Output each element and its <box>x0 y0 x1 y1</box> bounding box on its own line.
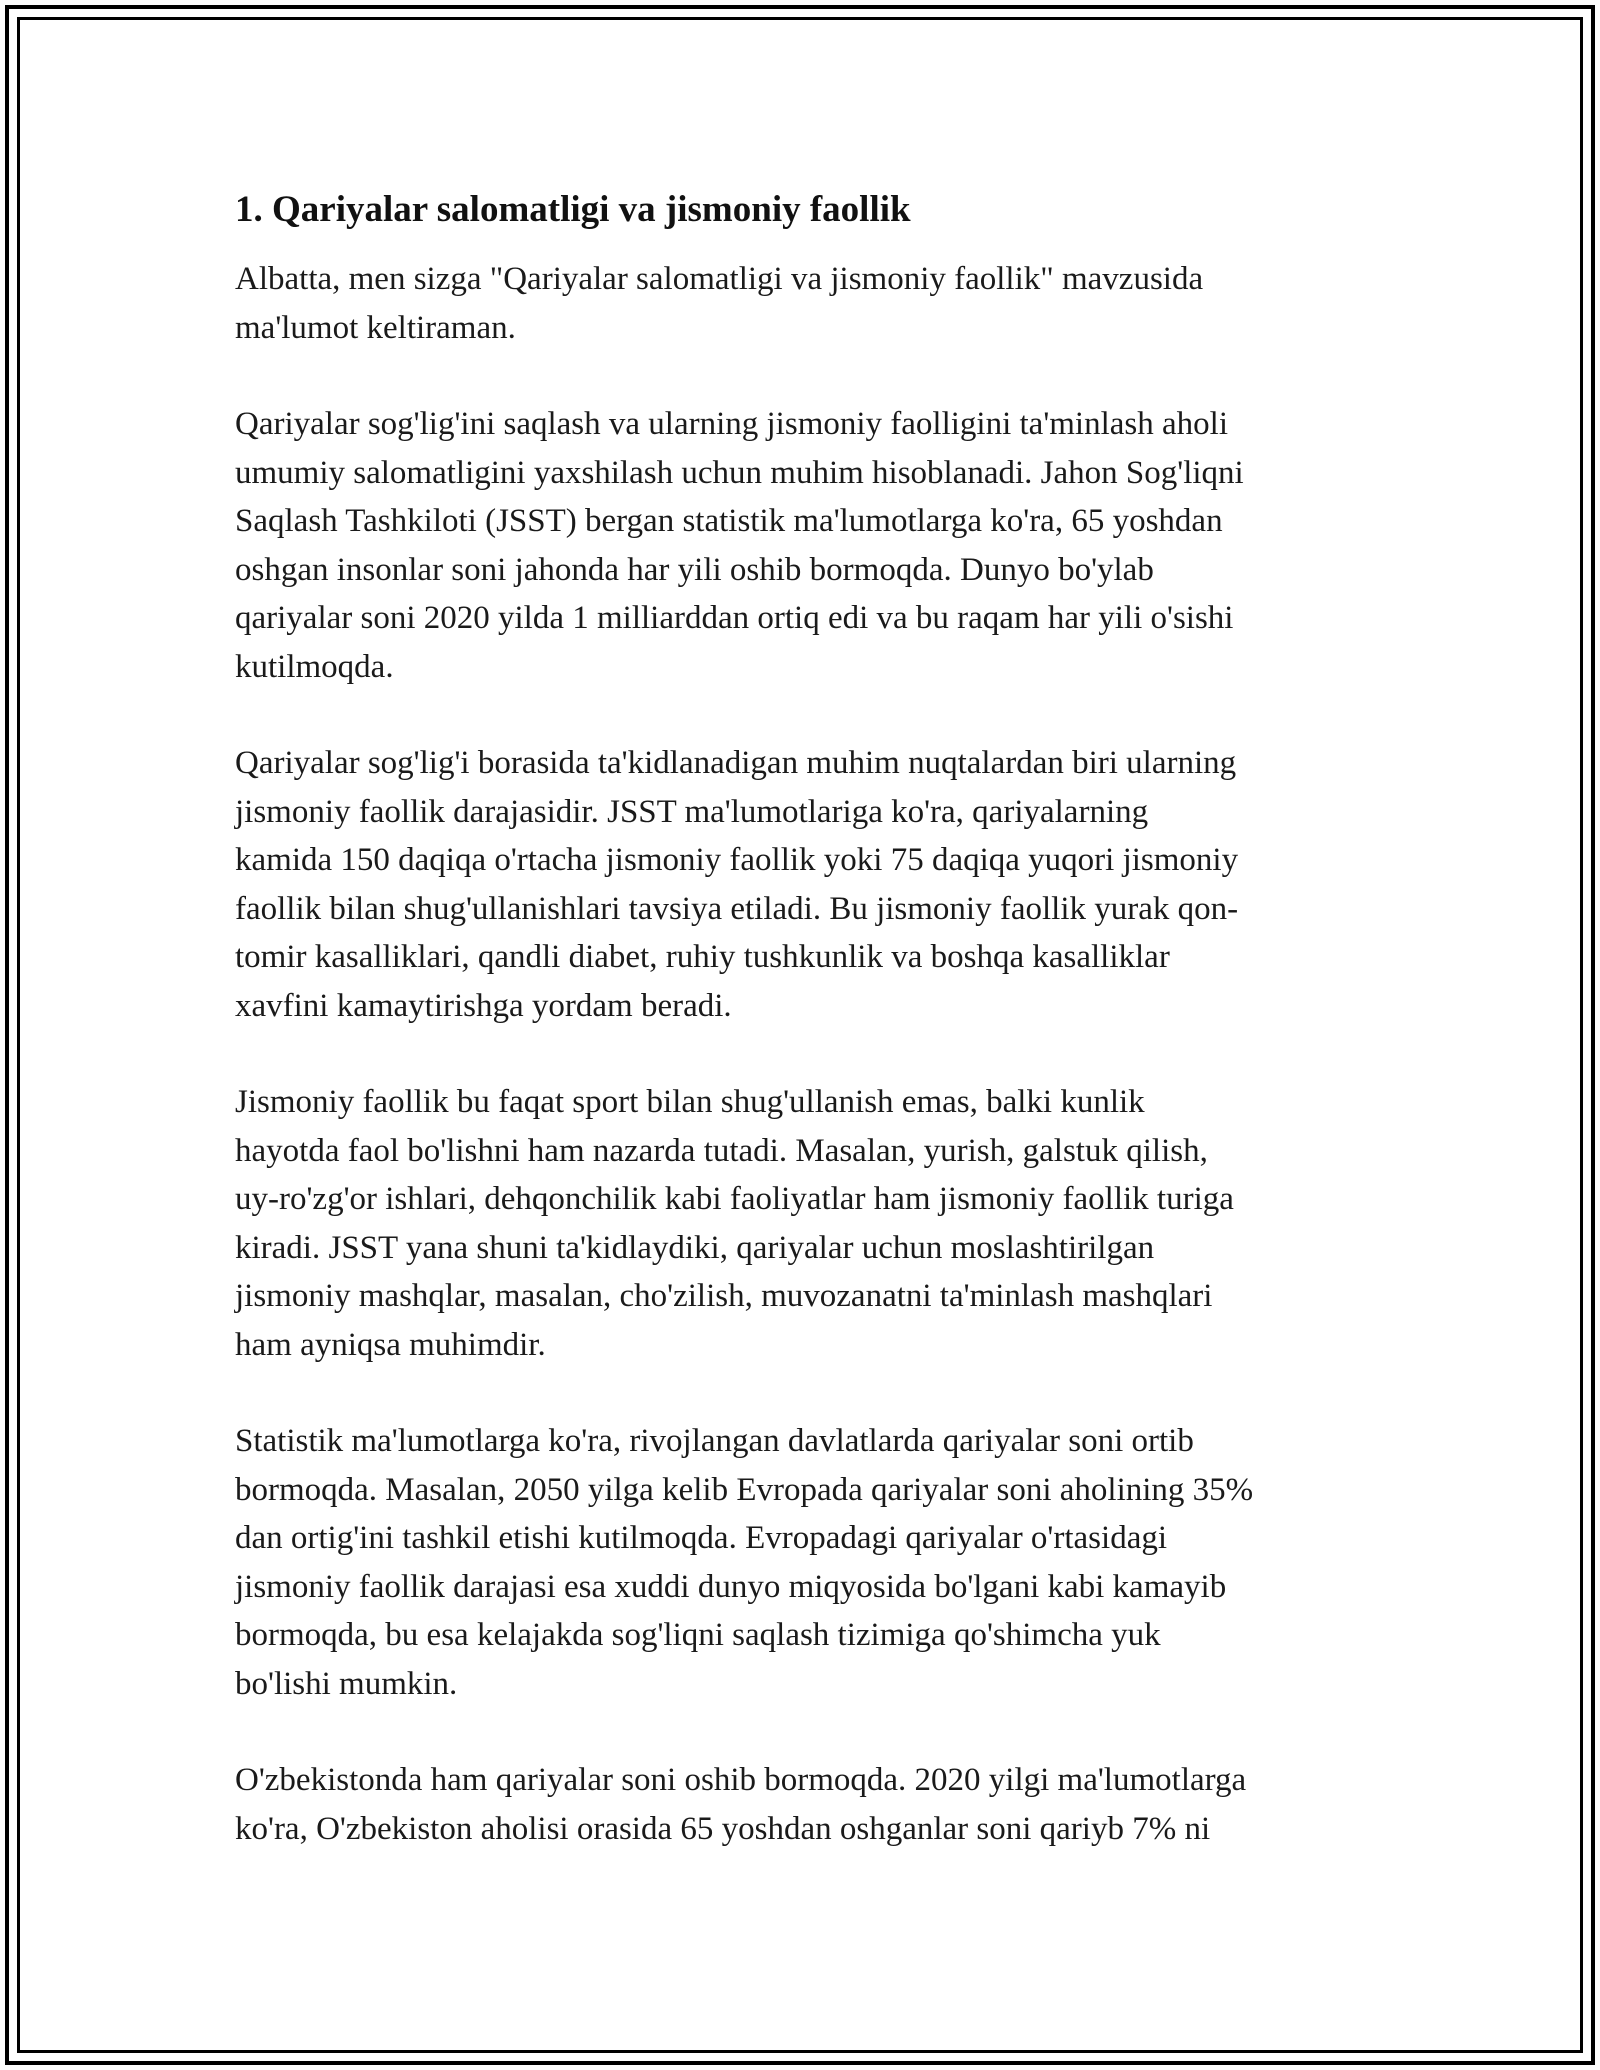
text-line: bormoqda. Masalan, 2050 yilga kelib Evropada qariyalar soni aholining 35% <box>235 1471 1254 1508</box>
text-line: oshgan insonlar soni jahonda har yili oshib bormoqda. Dunyo bo'ylab <box>235 551 1154 588</box>
text-line: kamida 150 daqiqa o'rtacha jismoniy faollik yoki 75 daqiqa yuqori jismoniy <box>235 842 1239 878</box>
text-line: xavfini kamaytirishga yordam beradi. <box>235 987 732 1024</box>
paragraph-health-overview <box>235 400 1380 691</box>
text-line: O'zbekistonda ham qariyalar soni oshib bormoqda. 2020 yilgi ma'lumotlarga <box>235 1762 1247 1798</box>
paragraph-intro <box>235 255 1380 352</box>
text-line: dan ortig'ini tashkil etishi kutilmoqda. Evropadagi qariyalar o'rtasidagi <box>235 1520 1168 1556</box>
text-line: uy-ro'zg'or ishlari, dehqonchilik kabi faoliyatlar ham jismoniy faollik turiga <box>235 1181 1234 1217</box>
section-heading: 1. Qariyalar salomatligi va jismoniy faollik <box>235 189 911 230</box>
text-line: Qariyalar sog'lig'i borasida ta'kidlanadigan muhim nuqtalardan biri ularning <box>235 745 1237 781</box>
text-line: ma'lumot keltiraman. <box>235 309 516 346</box>
text-line: Statistik ma'lumotlarga ko'ra, rivojlangan davlatlarda qariyalar soni ortib <box>235 1423 1194 1459</box>
text-line: jismoniy faollik darajasi esa xuddi dunyo miqyosida bo'lgani kabi kamayib <box>235 1568 1227 1605</box>
text-line: tomir kasalliklari, qandli diabet, ruhiy tushkunlik va boshqa kasalliklar <box>235 939 1170 975</box>
paragraph-daily-activity <box>235 1078 1380 1369</box>
text-line: jismoniy faollik darajasidir. JSST ma'lumotlariga ko'ra, qariyalarning <box>235 793 1149 830</box>
text-line: jismoniy mashqlar, masalan, cho'zilish, muvozanatni ta'minlash mashqlari <box>235 1278 1213 1314</box>
text-line: ko'ra, O'zbekiston aholisi orasida 65 yoshdan oshganlar soni qariyb 7% ni <box>235 1810 1211 1847</box>
text-line: qariyalar soni 2020 yilda 1 milliarddan ortiq edi va bu raqam har yili o'sishi <box>235 600 1234 636</box>
text-line: Jismoniy faollik bu faqat sport bilan shug'ullanish emas, balki kunlik <box>235 1084 1145 1120</box>
text-line: Qariyalar sog'lig'ini saqlash va ularning jismoniy faolligini ta'minlash aholi <box>235 406 1228 442</box>
text-line: kutilmoqda. <box>235 648 394 685</box>
text-line: bo'lishi mumkin. <box>235 1665 458 1702</box>
paragraph-uzbekistan <box>235 1756 1380 1853</box>
text-line: faollik bilan shug'ullanishlari tavsiya etiladi. Bu jismoniy faollik yurak qon- <box>235 890 1239 927</box>
paragraph-activity-level <box>235 739 1380 1030</box>
text-line: kiradi. JSST yana shuni ta'kidlaydiki, qariyalar uchun moslashtirilgan <box>235 1229 1155 1266</box>
text-line: bormoqda, bu esa kelajakda sog'liqni saqlash tizimiga qo'shimcha yuk <box>235 1617 1161 1653</box>
document-body <box>235 187 1380 1901</box>
text-line: ham ayniqsa muhimdir. <box>235 1326 546 1363</box>
text-line: Albatta, men sizga "Qariyalar salomatligi va jismoniy faollik" mavzusida <box>235 261 1204 297</box>
paragraph-statistics <box>235 1417 1380 1708</box>
text-line: Saqlash Tashkiloti (JSST) bergan statistik ma'lumotlarga ko'ra, 65 yoshdan <box>235 503 1223 539</box>
text-line: hayotda faol bo'lishni ham nazarda tutadi. Masalan, yurish, galstuk qilish, <box>235 1132 1208 1169</box>
text-line: umumiy salomatligini yaxshilash uchun muhim hisoblanadi. Jahon Sog'liqni <box>235 454 1244 491</box>
